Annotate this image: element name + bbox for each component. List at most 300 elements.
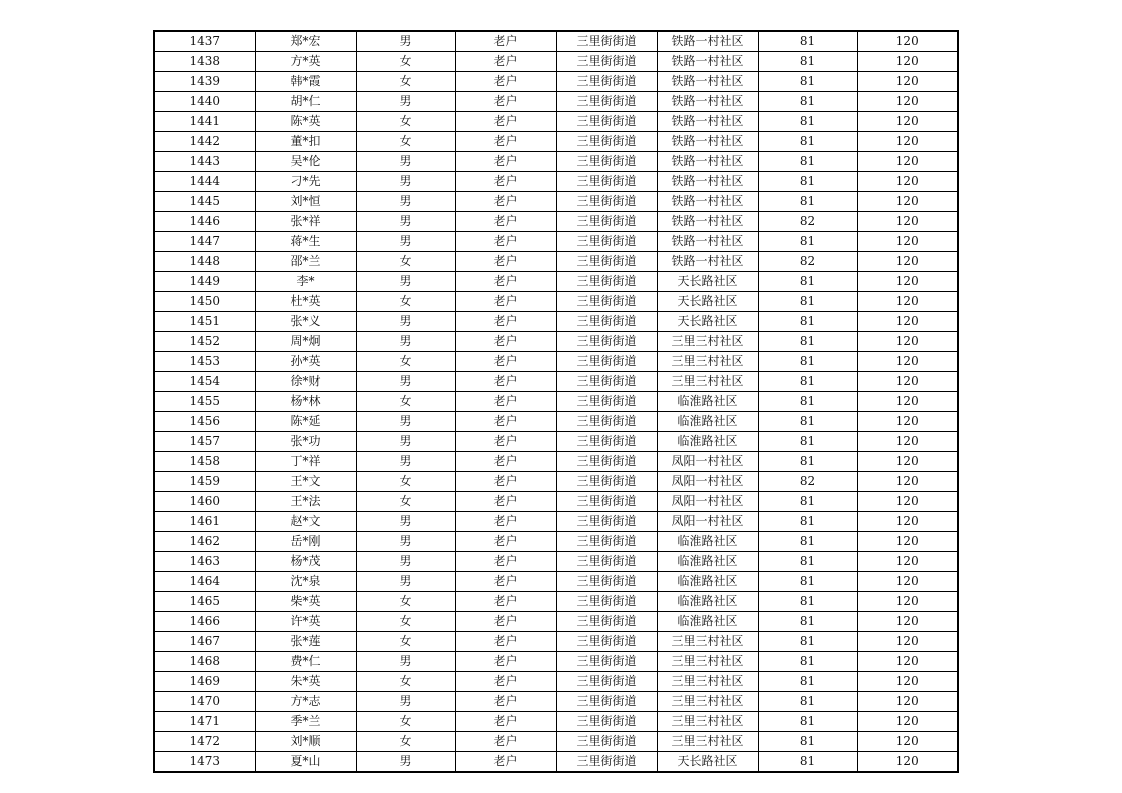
cell-name: 方*英 bbox=[255, 52, 356, 72]
cell-gender: 男 bbox=[356, 192, 455, 212]
cell-amount: 120 bbox=[857, 692, 958, 712]
cell-name: 韩*霞 bbox=[255, 72, 356, 92]
cell-community: 临淮路社区 bbox=[657, 532, 758, 552]
cell-gender: 男 bbox=[356, 312, 455, 332]
cell-community: 天长路社区 bbox=[657, 272, 758, 292]
cell-amount: 120 bbox=[857, 272, 958, 292]
cell-serial-number: 1438 bbox=[154, 52, 255, 72]
cell-name: 张*莲 bbox=[255, 632, 356, 652]
cell-community: 铁路一村社区 bbox=[657, 172, 758, 192]
cell-community: 三里三村社区 bbox=[657, 712, 758, 732]
cell-serial-number: 1440 bbox=[154, 92, 255, 112]
cell-community: 临淮路社区 bbox=[657, 432, 758, 452]
cell-age: 81 bbox=[758, 352, 857, 372]
table-row bbox=[154, 752, 958, 773]
table-row bbox=[154, 31, 958, 52]
cell-community: 天长路社区 bbox=[657, 292, 758, 312]
cell-age: 81 bbox=[758, 512, 857, 532]
cell-age: 81 bbox=[758, 72, 857, 92]
cell-gender: 男 bbox=[356, 372, 455, 392]
cell-subdistrict: 三里街街道 bbox=[556, 31, 657, 52]
cell-amount: 120 bbox=[857, 532, 958, 552]
cell-serial-number: 1451 bbox=[154, 312, 255, 332]
cell-household-type: 老户 bbox=[455, 192, 556, 212]
cell-community: 临淮路社区 bbox=[657, 392, 758, 412]
cell-subdistrict: 三里街街道 bbox=[556, 312, 657, 332]
table-row bbox=[154, 372, 958, 392]
cell-amount: 120 bbox=[857, 72, 958, 92]
cell-serial-number: 1460 bbox=[154, 492, 255, 512]
cell-gender: 女 bbox=[356, 352, 455, 372]
cell-name: 费*仁 bbox=[255, 652, 356, 672]
cell-household-type: 老户 bbox=[455, 52, 556, 72]
cell-subdistrict: 三里街街道 bbox=[556, 252, 657, 272]
cell-community: 临淮路社区 bbox=[657, 412, 758, 432]
cell-subdistrict: 三里街街道 bbox=[556, 72, 657, 92]
cell-subdistrict: 三里街街道 bbox=[556, 732, 657, 752]
cell-name: 陈*延 bbox=[255, 412, 356, 432]
cell-subdistrict: 三里街街道 bbox=[556, 752, 657, 773]
cell-household-type: 老户 bbox=[455, 92, 556, 112]
cell-name: 王*法 bbox=[255, 492, 356, 512]
cell-gender: 女 bbox=[356, 732, 455, 752]
cell-amount: 120 bbox=[857, 92, 958, 112]
cell-household-type: 老户 bbox=[455, 232, 556, 252]
cell-gender: 女 bbox=[356, 392, 455, 412]
cell-subdistrict: 三里街街道 bbox=[556, 632, 657, 652]
cell-name: 许*英 bbox=[255, 612, 356, 632]
cell-gender: 男 bbox=[356, 92, 455, 112]
cell-name: 丁*祥 bbox=[255, 452, 356, 472]
cell-subdistrict: 三里街街道 bbox=[556, 452, 657, 472]
cell-household-type: 老户 bbox=[455, 152, 556, 172]
cell-household-type: 老户 bbox=[455, 252, 556, 272]
table-row bbox=[154, 632, 958, 652]
cell-household-type: 老户 bbox=[455, 752, 556, 773]
cell-household-type: 老户 bbox=[455, 452, 556, 472]
cell-subdistrict: 三里街街道 bbox=[556, 192, 657, 212]
cell-gender: 女 bbox=[356, 632, 455, 652]
table-row bbox=[154, 472, 958, 492]
cell-amount: 120 bbox=[857, 432, 958, 452]
cell-serial-number: 1450 bbox=[154, 292, 255, 312]
cell-subdistrict: 三里街街道 bbox=[556, 232, 657, 252]
cell-community: 三里三村社区 bbox=[657, 692, 758, 712]
cell-amount: 120 bbox=[857, 752, 958, 773]
cell-name: 柴*英 bbox=[255, 592, 356, 612]
cell-serial-number: 1455 bbox=[154, 392, 255, 412]
cell-amount: 120 bbox=[857, 212, 958, 232]
cell-community: 凤阳一村社区 bbox=[657, 492, 758, 512]
cell-gender: 女 bbox=[356, 52, 455, 72]
table-row bbox=[154, 692, 958, 712]
cell-household-type: 老户 bbox=[455, 72, 556, 92]
cell-age: 81 bbox=[758, 492, 857, 512]
cell-serial-number: 1448 bbox=[154, 252, 255, 272]
cell-amount: 120 bbox=[857, 672, 958, 692]
cell-community: 天长路社区 bbox=[657, 312, 758, 332]
cell-gender: 女 bbox=[356, 112, 455, 132]
cell-community: 凤阳一村社区 bbox=[657, 472, 758, 492]
cell-name: 周*炯 bbox=[255, 332, 356, 352]
cell-gender: 男 bbox=[356, 212, 455, 232]
cell-amount: 120 bbox=[857, 252, 958, 272]
cell-subdistrict: 三里街街道 bbox=[556, 612, 657, 632]
cell-age: 81 bbox=[758, 532, 857, 552]
cell-community: 铁路一村社区 bbox=[657, 212, 758, 232]
cell-amount: 120 bbox=[857, 372, 958, 392]
cell-household-type: 老户 bbox=[455, 732, 556, 752]
cell-serial-number: 1463 bbox=[154, 552, 255, 572]
cell-serial-number: 1472 bbox=[154, 732, 255, 752]
cell-age: 81 bbox=[758, 172, 857, 192]
cell-amount: 120 bbox=[857, 52, 958, 72]
cell-amount: 120 bbox=[857, 172, 958, 192]
cell-serial-number: 1473 bbox=[154, 752, 255, 773]
cell-age: 81 bbox=[758, 712, 857, 732]
cell-amount: 120 bbox=[857, 452, 958, 472]
cell-serial-number: 1469 bbox=[154, 672, 255, 692]
cell-age: 82 bbox=[758, 472, 857, 492]
cell-age: 81 bbox=[758, 412, 857, 432]
cell-community: 三里三村社区 bbox=[657, 652, 758, 672]
cell-subdistrict: 三里街街道 bbox=[556, 332, 657, 352]
cell-age: 81 bbox=[758, 672, 857, 692]
cell-serial-number: 1453 bbox=[154, 352, 255, 372]
table-row bbox=[154, 112, 958, 132]
cell-community: 三里三村社区 bbox=[657, 332, 758, 352]
cell-community: 临淮路社区 bbox=[657, 592, 758, 612]
cell-household-type: 老户 bbox=[455, 292, 556, 312]
table-row bbox=[154, 432, 958, 452]
cell-household-type: 老户 bbox=[455, 512, 556, 532]
table-row bbox=[154, 572, 958, 592]
cell-age: 81 bbox=[758, 552, 857, 572]
cell-community: 三里三村社区 bbox=[657, 632, 758, 652]
table-row bbox=[154, 312, 958, 332]
cell-name: 郑*宏 bbox=[255, 31, 356, 52]
table-row bbox=[154, 52, 958, 72]
cell-household-type: 老户 bbox=[455, 612, 556, 632]
cell-community: 铁路一村社区 bbox=[657, 72, 758, 92]
cell-gender: 女 bbox=[356, 592, 455, 612]
cell-gender: 男 bbox=[356, 532, 455, 552]
cell-community: 铁路一村社区 bbox=[657, 152, 758, 172]
cell-serial-number: 1441 bbox=[154, 112, 255, 132]
cell-household-type: 老户 bbox=[455, 392, 556, 412]
cell-subdistrict: 三里街街道 bbox=[556, 92, 657, 112]
cell-gender: 男 bbox=[356, 552, 455, 572]
cell-gender: 男 bbox=[356, 752, 455, 773]
cell-subdistrict: 三里街街道 bbox=[556, 552, 657, 572]
cell-serial-number: 1442 bbox=[154, 132, 255, 152]
cell-serial-number: 1444 bbox=[154, 172, 255, 192]
cell-serial-number: 1445 bbox=[154, 192, 255, 212]
cell-household-type: 老户 bbox=[455, 212, 556, 232]
cell-household-type: 老户 bbox=[455, 332, 556, 352]
table-row bbox=[154, 532, 958, 552]
cell-amount: 120 bbox=[857, 412, 958, 432]
cell-gender: 男 bbox=[356, 172, 455, 192]
cell-serial-number: 1447 bbox=[154, 232, 255, 252]
cell-amount: 120 bbox=[857, 31, 958, 52]
cell-amount: 120 bbox=[857, 312, 958, 332]
cell-amount: 120 bbox=[857, 652, 958, 672]
cell-household-type: 老户 bbox=[455, 472, 556, 492]
cell-amount: 120 bbox=[857, 612, 958, 632]
table-row bbox=[154, 252, 958, 272]
table-row bbox=[154, 272, 958, 292]
cell-community: 临淮路社区 bbox=[657, 572, 758, 592]
cell-community: 铁路一村社区 bbox=[657, 52, 758, 72]
cell-serial-number: 1449 bbox=[154, 272, 255, 292]
cell-subdistrict: 三里街街道 bbox=[556, 52, 657, 72]
cell-age: 81 bbox=[758, 152, 857, 172]
cell-age: 81 bbox=[758, 312, 857, 332]
table-row bbox=[154, 192, 958, 212]
cell-age: 81 bbox=[758, 52, 857, 72]
cell-subdistrict: 三里街街道 bbox=[556, 572, 657, 592]
cell-name: 刘*恒 bbox=[255, 192, 356, 212]
cell-household-type: 老户 bbox=[455, 312, 556, 332]
table-row bbox=[154, 712, 958, 732]
cell-gender: 女 bbox=[356, 252, 455, 272]
cell-serial-number: 1437 bbox=[154, 31, 255, 52]
cell-community: 天长路社区 bbox=[657, 752, 758, 773]
cell-age: 81 bbox=[758, 372, 857, 392]
cell-amount: 120 bbox=[857, 132, 958, 152]
cell-age: 81 bbox=[758, 732, 857, 752]
cell-community: 铁路一村社区 bbox=[657, 132, 758, 152]
cell-subdistrict: 三里街街道 bbox=[556, 132, 657, 152]
cell-household-type: 老户 bbox=[455, 672, 556, 692]
cell-serial-number: 1446 bbox=[154, 212, 255, 232]
cell-community: 三里三村社区 bbox=[657, 732, 758, 752]
cell-name: 邵*兰 bbox=[255, 252, 356, 272]
cell-gender: 男 bbox=[356, 232, 455, 252]
cell-name: 王*文 bbox=[255, 472, 356, 492]
cell-gender: 男 bbox=[356, 412, 455, 432]
cell-name: 徐*财 bbox=[255, 372, 356, 392]
cell-community: 三里三村社区 bbox=[657, 372, 758, 392]
cell-gender: 男 bbox=[356, 512, 455, 532]
table-row bbox=[154, 212, 958, 232]
cell-age: 81 bbox=[758, 292, 857, 312]
cell-household-type: 老户 bbox=[455, 352, 556, 372]
cell-gender: 男 bbox=[356, 652, 455, 672]
cell-amount: 120 bbox=[857, 192, 958, 212]
cell-household-type: 老户 bbox=[455, 652, 556, 672]
cell-serial-number: 1457 bbox=[154, 432, 255, 452]
cell-subdistrict: 三里街街道 bbox=[556, 292, 657, 312]
cell-serial-number: 1470 bbox=[154, 692, 255, 712]
cell-household-type: 老户 bbox=[455, 632, 556, 652]
cell-subdistrict: 三里街街道 bbox=[556, 652, 657, 672]
table-row bbox=[154, 552, 958, 572]
cell-community: 凤阳一村社区 bbox=[657, 452, 758, 472]
cell-name: 刘*顺 bbox=[255, 732, 356, 752]
cell-household-type: 老户 bbox=[455, 532, 556, 552]
cell-amount: 120 bbox=[857, 232, 958, 252]
cell-subdistrict: 三里街街道 bbox=[556, 472, 657, 492]
cell-household-type: 老户 bbox=[455, 372, 556, 392]
cell-subdistrict: 三里街街道 bbox=[556, 372, 657, 392]
cell-subdistrict: 三里街街道 bbox=[556, 592, 657, 612]
cell-gender: 女 bbox=[356, 472, 455, 492]
cell-community: 铁路一村社区 bbox=[657, 252, 758, 272]
table-row bbox=[154, 612, 958, 632]
cell-household-type: 老户 bbox=[455, 112, 556, 132]
cell-household-type: 老户 bbox=[455, 172, 556, 192]
cell-gender: 男 bbox=[356, 572, 455, 592]
cell-age: 81 bbox=[758, 432, 857, 452]
cell-amount: 120 bbox=[857, 332, 958, 352]
cell-name: 季*兰 bbox=[255, 712, 356, 732]
table-row bbox=[154, 152, 958, 172]
cell-age: 81 bbox=[758, 652, 857, 672]
cell-name: 杜*英 bbox=[255, 292, 356, 312]
cell-age: 82 bbox=[758, 252, 857, 272]
cell-gender: 男 bbox=[356, 31, 455, 52]
cell-amount: 120 bbox=[857, 492, 958, 512]
cell-subdistrict: 三里街街道 bbox=[556, 432, 657, 452]
cell-age: 81 bbox=[758, 452, 857, 472]
cell-serial-number: 1458 bbox=[154, 452, 255, 472]
cell-subdistrict: 三里街街道 bbox=[556, 392, 657, 412]
cell-amount: 120 bbox=[857, 632, 958, 652]
cell-name: 夏*山 bbox=[255, 752, 356, 773]
cell-amount: 120 bbox=[857, 152, 958, 172]
cell-community: 临淮路社区 bbox=[657, 612, 758, 632]
table-row bbox=[154, 352, 958, 372]
cell-serial-number: 1467 bbox=[154, 632, 255, 652]
cell-age: 82 bbox=[758, 212, 857, 232]
table-row bbox=[154, 452, 958, 472]
cell-amount: 120 bbox=[857, 512, 958, 532]
cell-subdistrict: 三里街街道 bbox=[556, 512, 657, 532]
table-row bbox=[154, 652, 958, 672]
cell-subdistrict: 三里街街道 bbox=[556, 112, 657, 132]
cell-amount: 120 bbox=[857, 592, 958, 612]
cell-household-type: 老户 bbox=[455, 412, 556, 432]
cell-age: 81 bbox=[758, 392, 857, 412]
cell-community: 三里三村社区 bbox=[657, 352, 758, 372]
cell-serial-number: 1456 bbox=[154, 412, 255, 432]
cell-household-type: 老户 bbox=[455, 432, 556, 452]
cell-name: 蒋*生 bbox=[255, 232, 356, 252]
cell-community: 凤阳一村社区 bbox=[657, 512, 758, 532]
cell-name: 李* bbox=[255, 272, 356, 292]
cell-gender: 男 bbox=[356, 332, 455, 352]
cell-age: 81 bbox=[758, 92, 857, 112]
cell-name: 岳*刚 bbox=[255, 532, 356, 552]
cell-community: 铁路一村社区 bbox=[657, 92, 758, 112]
table-row bbox=[154, 232, 958, 252]
cell-age: 81 bbox=[758, 632, 857, 652]
cell-name: 孙*英 bbox=[255, 352, 356, 372]
cell-serial-number: 1461 bbox=[154, 512, 255, 532]
table-row bbox=[154, 172, 958, 192]
cell-community: 铁路一村社区 bbox=[657, 31, 758, 52]
cell-age: 81 bbox=[758, 31, 857, 52]
cell-subdistrict: 三里街街道 bbox=[556, 152, 657, 172]
cell-serial-number: 1471 bbox=[154, 712, 255, 732]
cell-gender: 女 bbox=[356, 672, 455, 692]
cell-age: 81 bbox=[758, 112, 857, 132]
cell-name: 胡*仁 bbox=[255, 92, 356, 112]
cell-subdistrict: 三里街街道 bbox=[556, 272, 657, 292]
table-row bbox=[154, 672, 958, 692]
cell-amount: 120 bbox=[857, 572, 958, 592]
cell-name: 杨*茂 bbox=[255, 552, 356, 572]
cell-name: 张*功 bbox=[255, 432, 356, 452]
cell-gender: 男 bbox=[356, 432, 455, 452]
cell-amount: 120 bbox=[857, 732, 958, 752]
cell-gender: 女 bbox=[356, 72, 455, 92]
cell-household-type: 老户 bbox=[455, 552, 556, 572]
cell-amount: 120 bbox=[857, 112, 958, 132]
table-row bbox=[154, 292, 958, 312]
cell-serial-number: 1454 bbox=[154, 372, 255, 392]
table-row bbox=[154, 592, 958, 612]
cell-gender: 男 bbox=[356, 692, 455, 712]
cell-serial-number: 1439 bbox=[154, 72, 255, 92]
cell-serial-number: 1465 bbox=[154, 592, 255, 612]
table-row bbox=[154, 732, 958, 752]
data-table bbox=[153, 30, 959, 773]
cell-age: 81 bbox=[758, 592, 857, 612]
cell-age: 81 bbox=[758, 572, 857, 592]
cell-serial-number: 1464 bbox=[154, 572, 255, 592]
cell-subdistrict: 三里街街道 bbox=[556, 492, 657, 512]
cell-household-type: 老户 bbox=[455, 132, 556, 152]
cell-amount: 120 bbox=[857, 292, 958, 312]
cell-amount: 120 bbox=[857, 712, 958, 732]
cell-serial-number: 1452 bbox=[154, 332, 255, 352]
cell-name: 朱*英 bbox=[255, 672, 356, 692]
cell-community: 三里三村社区 bbox=[657, 672, 758, 692]
cell-amount: 120 bbox=[857, 392, 958, 412]
cell-age: 81 bbox=[758, 752, 857, 773]
cell-name: 吴*伦 bbox=[255, 152, 356, 172]
cell-community: 铁路一村社区 bbox=[657, 192, 758, 212]
cell-age: 81 bbox=[758, 192, 857, 212]
cell-name: 张*义 bbox=[255, 312, 356, 332]
table-row bbox=[154, 332, 958, 352]
cell-name: 杨*林 bbox=[255, 392, 356, 412]
cell-household-type: 老户 bbox=[455, 272, 556, 292]
table-row bbox=[154, 72, 958, 92]
cell-name: 陈*英 bbox=[255, 112, 356, 132]
cell-subdistrict: 三里街街道 bbox=[556, 172, 657, 192]
cell-subdistrict: 三里街街道 bbox=[556, 712, 657, 732]
cell-gender: 女 bbox=[356, 492, 455, 512]
table-row bbox=[154, 392, 958, 412]
cell-name: 刁*先 bbox=[255, 172, 356, 192]
cell-subdistrict: 三里街街道 bbox=[556, 212, 657, 232]
cell-subdistrict: 三里街街道 bbox=[556, 412, 657, 432]
cell-gender: 男 bbox=[356, 152, 455, 172]
cell-age: 81 bbox=[758, 692, 857, 712]
table-row bbox=[154, 512, 958, 532]
table-row bbox=[154, 92, 958, 112]
cell-serial-number: 1462 bbox=[154, 532, 255, 552]
cell-gender: 女 bbox=[356, 712, 455, 732]
cell-gender: 女 bbox=[356, 132, 455, 152]
cell-serial-number: 1443 bbox=[154, 152, 255, 172]
cell-household-type: 老户 bbox=[455, 692, 556, 712]
cell-name: 赵*文 bbox=[255, 512, 356, 532]
